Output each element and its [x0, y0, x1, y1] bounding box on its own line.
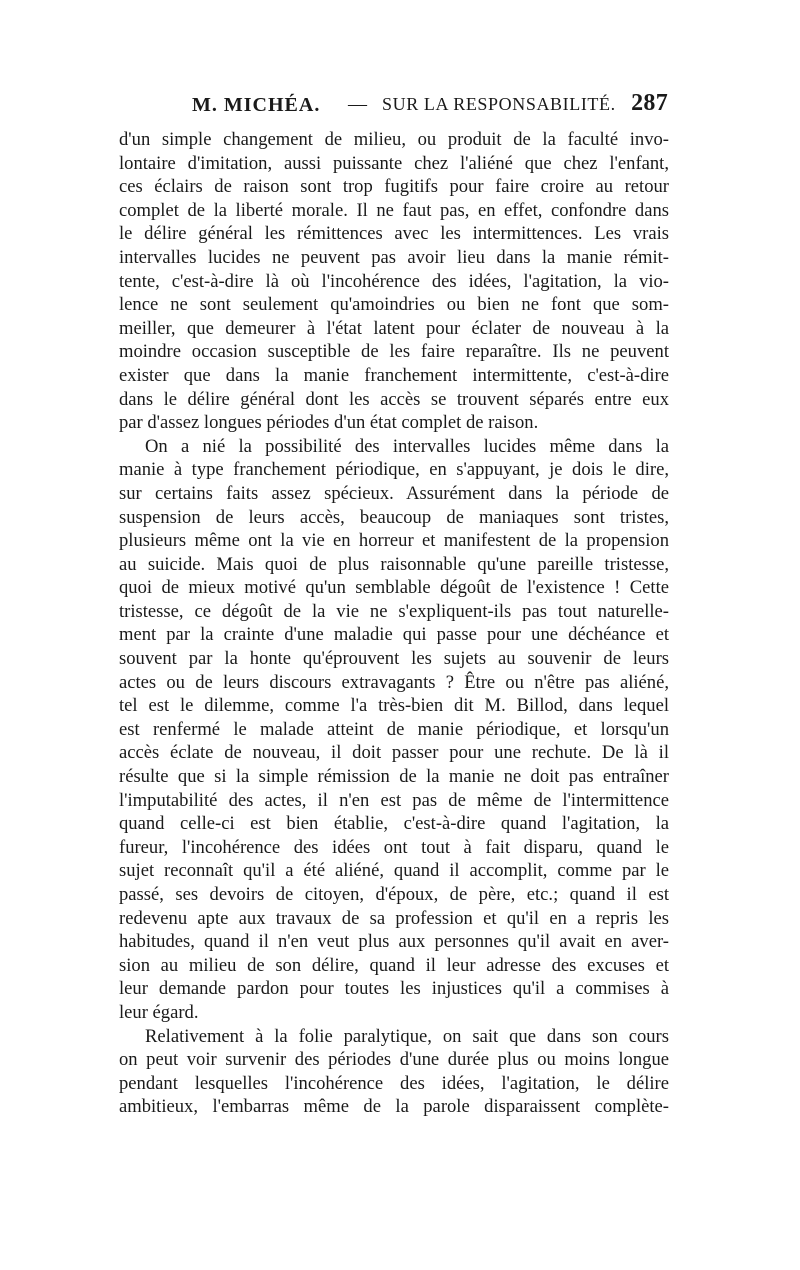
text-line: sion au milieu de son délire, quand il leur adresse des excuses et [119, 954, 669, 976]
text-line: souvent par la honte qu'éprouvent les sujets au souvenir de leurs [119, 648, 669, 670]
text-line: On a nié la possibilité des intervalles lucides même dans la [145, 435, 669, 457]
text-line: quoi de mieux motivé qu'un semblable dégoût de l'existence ! Cette [119, 577, 669, 599]
text-line: leur égard. [119, 1001, 199, 1023]
text-line: lontaire d'imitation, aussi puissante chez l'aliéné que chez l'enfant, [119, 152, 669, 174]
text-line: moindre occasion susceptible de les faire reparaître. Ils ne peuvent [119, 341, 669, 363]
text-line: par d'assez longues périodes d'un état complet de raison. [119, 412, 539, 434]
text-line: ces éclairs de raison sont trop fugitifs pour faire croire au retour [119, 176, 669, 198]
text-line: l'imputabilité des actes, il n'en est pas de même de l'intermittence [119, 789, 669, 811]
body-text [119, 128, 669, 1119]
text-line: actes ou de leurs discours extravagants ? Être ou n'être pas aliéné, [119, 671, 669, 693]
text-line: tristesse, ce dégoût de la vie ne s'expliquent-ils pas tout naturelle- [119, 600, 669, 622]
running-head [120, 88, 668, 122]
running-head-title: SUR LA RESPONSABILITÉ. [382, 94, 616, 114]
text-line: lence ne sont seulement qu'amoindries ou bien ne font que som- [119, 294, 669, 316]
text-line: tel est le dilemme, comme l'a très-bien dit M. Billod, dans lequel [119, 695, 669, 717]
text-line: pendant lesquelles l'incohérence des idées, l'agitation, le délire [119, 1072, 669, 1094]
text-line: sujet reconnaît qu'il a été aliéné, quand il accomplit, comme par le [119, 860, 669, 882]
text-line: habitudes, quand il n'en veut plus aux personnes qu'il avait en aver- [119, 931, 669, 953]
text-line: quand celle-ci est bien établie, c'est-à-dire quand l'agitation, la [119, 813, 669, 835]
running-head-author: M. MICHÉA. [192, 94, 321, 116]
text-line: dans le délire général dont les accès se trouvent séparés entre eux [119, 388, 669, 410]
text-line: meiller, que demeurer à l'état latent pour éclater de nouveau à la [119, 317, 669, 339]
text-line: au suicide. Mais quoi de plus raisonnable qu'une pareille tristesse, [119, 553, 669, 575]
text-line: exister que dans la manie franchement intermittente, c'est-à-dire [119, 364, 669, 386]
text-line: redevenu apte aux travaux de sa profession et qu'il en a repris les [119, 907, 669, 929]
text-line: sur certains faits assez spécieux. Assurément dans la période de [119, 482, 669, 504]
text-line: d'un simple changement de milieu, ou produit de la faculté invo- [119, 129, 669, 150]
text-line: fureur, l'incohérence des idées ont tout à fait disparu, quand le [119, 836, 669, 858]
text-line: intervalles lucides ne peuvent pas avoir lieu dans la manie rémit- [119, 246, 669, 268]
text-line: est renfermé le malade atteint de manie périodique, et lorsqu'un [119, 718, 669, 740]
text-line: passé, ses devoirs de citoyen, d'époux, de père, etc.; quand il est [119, 884, 669, 905]
text-line: complet de la liberté morale. Il ne faut pas, en effet, confondre dans [119, 199, 669, 221]
text-line: le délire général les rémittences avec les intermittences. Les vrais [119, 223, 669, 245]
text-line: suspension de leurs accès, beaucoup de maniaques sont tristes, [119, 506, 669, 528]
text-line: ambitieux, l'embarras même de la parole disparaissent complète- [119, 1096, 669, 1118]
text-line: manie à type franchement périodique, en s'appuyant, je dois le dire, [119, 459, 669, 481]
text-line: ment par la crainte d'une maladie qui passe pour une déchéance et [119, 624, 669, 646]
text-line: on peut voir survenir des périodes d'une durée plus ou moins longue [119, 1049, 669, 1071]
text-line: tente, c'est-à-dire là où l'incohérence des idées, l'agitation, la vio- [119, 270, 669, 292]
text-line: Relativement à la folie paralytique, on sait que dans son cours [145, 1025, 669, 1047]
text-line: accès éclate de nouveau, il doit passer pour une rechute. De là il [119, 742, 669, 764]
text-line: leur demande pardon pour toutes les injustices qu'il a commises à [119, 978, 669, 1000]
running-head-dash: — [348, 94, 368, 115]
text-line: plusieurs même ont la vie en horreur et manifestent de la propension [119, 530, 669, 552]
page-number: 287 [631, 90, 668, 116]
text-line: résulte que si la simple rémission de la manie ne doit pas entraîner [119, 766, 669, 788]
